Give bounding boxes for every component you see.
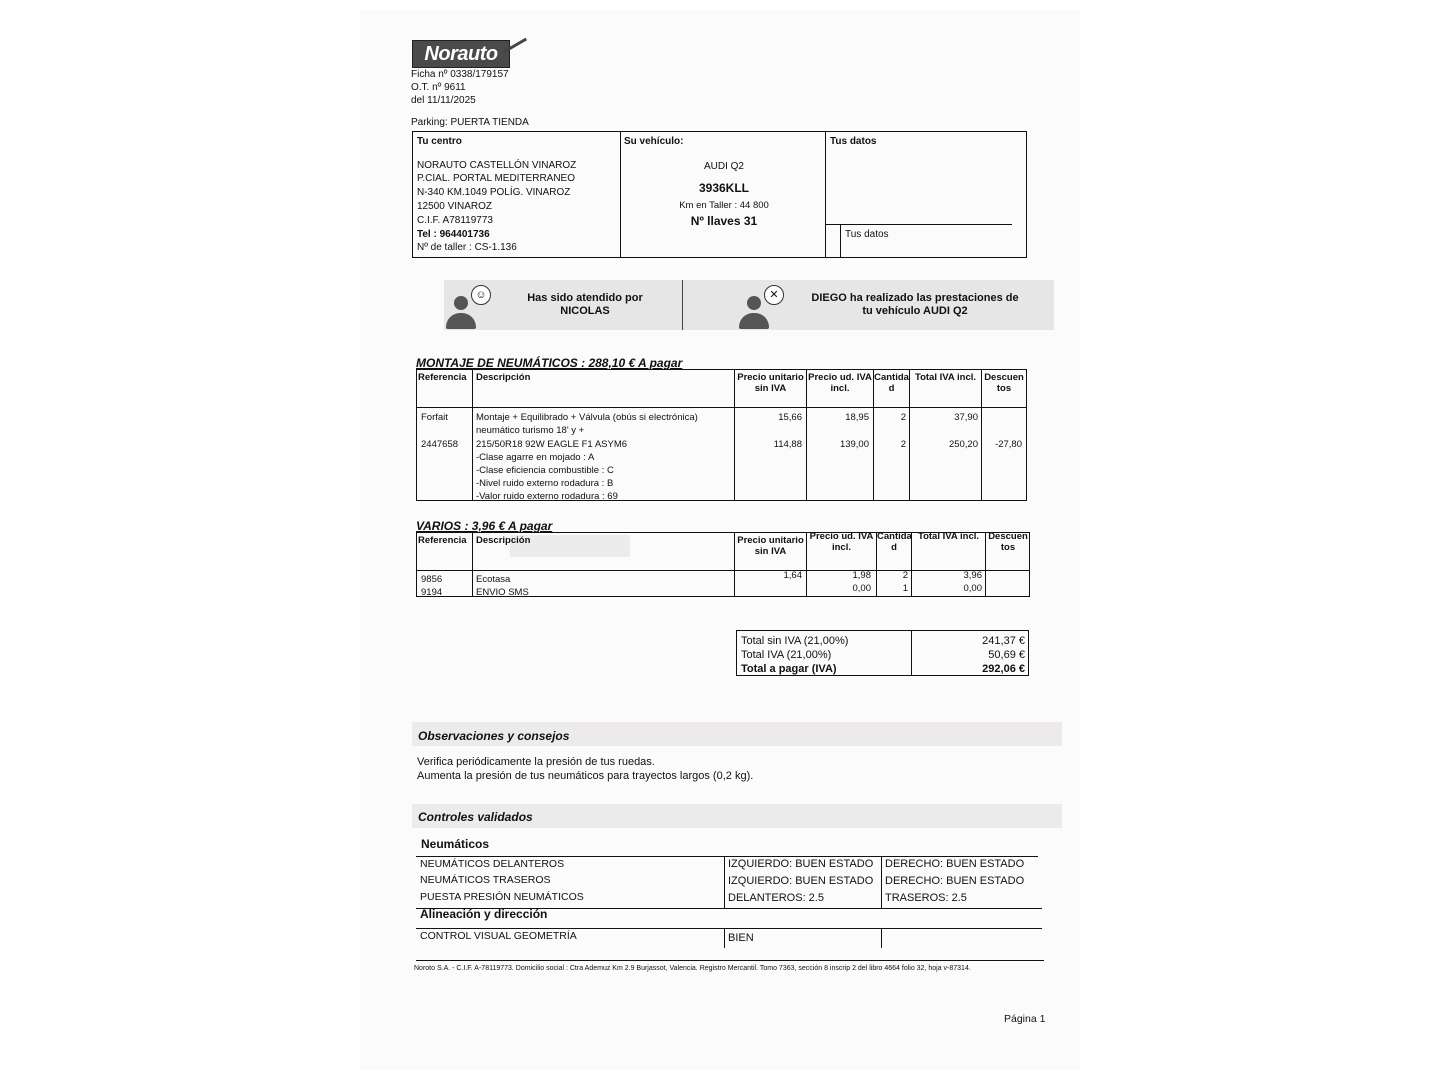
smile-icon: ☺ bbox=[471, 285, 491, 305]
cell-desc: 215/50R18 92W EAGLE F1 ASYM6 bbox=[476, 439, 628, 450]
control-value: IZQUIERDO: BUEN ESTADO bbox=[728, 875, 874, 887]
control-name: CONTROL VISUAL GEOMETRÍA bbox=[420, 930, 577, 942]
col-header: Total IVA incl. bbox=[914, 372, 977, 383]
col-header: Total IVA incl. bbox=[917, 531, 980, 542]
cell-pu: 1,64 bbox=[783, 570, 802, 581]
cell-ref: 2447658 bbox=[421, 439, 458, 450]
cell-pui: 18,95 bbox=[845, 412, 869, 423]
centro-taller: Nº de taller : CS-1.136 bbox=[417, 242, 517, 253]
cell-desc: -Nivel ruido externo rodadura : B bbox=[476, 478, 614, 489]
person-icon bbox=[454, 296, 468, 310]
col-header: Cantida d bbox=[874, 372, 909, 394]
cell-desc: Ecotasa bbox=[476, 574, 511, 585]
col-header: Precio unitario sin IVA bbox=[737, 372, 804, 394]
parking-info: Parking: PUERTA TIENDA bbox=[411, 117, 529, 128]
cell-cant: 2 bbox=[900, 439, 906, 450]
centro-line: N-340 KM.1049 POLÍG. VINAROZ bbox=[417, 187, 571, 198]
atendido-name: NICOLAS bbox=[560, 305, 610, 317]
control-name: PUESTA PRESIÓN NEUMÁTICOS bbox=[420, 891, 584, 903]
legal-footer: Noroto S.A. - C.I.F. A-78119773. Domicilio social : Ctra Ademuz Km 2.9 Burjassot, Valencia. Registro Mercantil. Tomo 7363, sección 8 inscrip 2 del libro 4664 folio 32, hoja v-87314. bbox=[414, 965, 971, 972]
cell-desc: -Valor ruido externo rodadura : 69 bbox=[476, 491, 618, 502]
controles-title: Controles validados bbox=[418, 810, 533, 824]
cell-ref: 9194 bbox=[421, 587, 443, 598]
centro-tel: Tel : 964401736 bbox=[417, 229, 490, 240]
col-header: Precio ud. IVA incl. bbox=[808, 372, 872, 394]
prestaciones-line: DIEGO ha realizado las prestaciones de bbox=[811, 292, 1019, 304]
alineacion-title: Alineación y dirección bbox=[420, 907, 548, 921]
cell-desc: neumático turismo 18' y + bbox=[476, 425, 585, 436]
total-label: Total sin IVA (21,00%) bbox=[741, 635, 849, 647]
total-label: Total IVA (21,00%) bbox=[741, 649, 832, 661]
observacion-line: Aumenta la presión de tus neumáticos para trayectos largos (0,2 kg). bbox=[417, 770, 754, 782]
total-value: 241,37 € bbox=[982, 635, 1025, 647]
varios-title: VARIOS : 3,96 € A pagar bbox=[416, 519, 553, 533]
col-header: Descuen tos bbox=[984, 372, 1024, 394]
cell-pui: 139,00 bbox=[839, 439, 869, 450]
atendido-text bbox=[500, 292, 670, 318]
col-header: Precio unitario sin IVA bbox=[737, 535, 804, 557]
observaciones-title: Observaciones y consejos bbox=[418, 729, 570, 743]
total-label: Total a pagar (IVA) bbox=[741, 663, 837, 675]
vehiculo-km: Km en Taller : 44 800 bbox=[679, 200, 769, 211]
wrench-icon: ✕ bbox=[764, 285, 784, 305]
prestaciones-text bbox=[790, 292, 1040, 318]
mechanic-icon bbox=[747, 296, 761, 310]
control-value: DERECHO: BUEN ESTADO bbox=[885, 858, 1025, 870]
norauto-logo: Norauto bbox=[412, 40, 510, 68]
cell-total: 37,90 bbox=[954, 412, 978, 423]
ot-number: O.T. nº 9611 bbox=[411, 82, 466, 93]
centro-title: Tu centro bbox=[417, 136, 462, 147]
page-number: Página 1 bbox=[1004, 1013, 1046, 1025]
control-value: BIEN bbox=[728, 932, 754, 944]
vehiculo-model: AUDI Q2 bbox=[703, 161, 744, 172]
total-value: 50,69 € bbox=[988, 649, 1025, 661]
vehiculo-plate: 3936KLL bbox=[698, 181, 750, 195]
cell-cant: 1 bbox=[902, 583, 908, 594]
cell-pu: 114,88 bbox=[773, 439, 802, 450]
col-header: Cantida d bbox=[877, 531, 912, 553]
centro-line: NORAUTO CASTELLÓN VINAROZ bbox=[417, 160, 577, 171]
centro-line: 12500 VINAROZ bbox=[417, 201, 493, 212]
total-value: 292,06 € bbox=[982, 663, 1025, 675]
cell-ref: 9856 bbox=[421, 574, 443, 585]
cell-desc: -Clase agarre en mojado : A bbox=[476, 452, 595, 463]
col-header: Referencia bbox=[418, 535, 467, 546]
datos-title-2: Tus datos bbox=[845, 229, 889, 240]
cell-total: 250,20 bbox=[948, 439, 978, 450]
observacion-line: Verifica periódicamente la presión de tus ruedas. bbox=[417, 756, 655, 768]
datos-title: Tus datos bbox=[830, 136, 877, 147]
cell-cant: 2 bbox=[902, 570, 908, 581]
col-header: Referencia bbox=[418, 372, 467, 383]
control-name: NEUMÁTICOS DELANTEROS bbox=[420, 858, 565, 870]
centro-line: C.I.F. A78119773 bbox=[417, 215, 493, 226]
col-header: Descripción bbox=[476, 535, 531, 546]
neumaticos-title: Neumáticos bbox=[421, 837, 490, 851]
prestaciones-vehicle: tu vehículo AUDI Q2 bbox=[862, 305, 968, 317]
centro-line: P.CIAL. PORTAL MEDITERRANEO bbox=[417, 173, 576, 184]
cell-ref: Forfait bbox=[421, 412, 448, 423]
vehiculo-llaves: Nº llaves 31 bbox=[690, 214, 758, 228]
control-value: DERECHO: BUEN ESTADO bbox=[885, 875, 1025, 887]
cell-pui: 1,98 bbox=[852, 570, 871, 581]
col-header: Descripción bbox=[476, 372, 531, 383]
cell-desc: -Clase eficiencia combustible : C bbox=[476, 465, 614, 476]
cell-pu: 15,66 bbox=[778, 412, 802, 423]
cell-cant: 2 bbox=[900, 412, 906, 423]
cell-discount: -27,80 bbox=[995, 439, 1022, 450]
cell-desc: ENVIO SMS bbox=[476, 587, 529, 598]
document-date: del 11/11/2025 bbox=[411, 95, 476, 106]
vehiculo-title: Su vehículo: bbox=[624, 136, 684, 147]
cell-total: 3,96 bbox=[963, 570, 982, 581]
ficha-number: Ficha nº 0338/179157 bbox=[411, 69, 509, 80]
control-name: NEUMÁTICOS TRASEROS bbox=[420, 874, 551, 886]
cell-desc: Montaje + Equilibrado + Válvula (obús si electrónica) bbox=[476, 412, 698, 423]
col-header: Descuen tos bbox=[988, 531, 1028, 553]
col-header: Precio ud. IVA incl. bbox=[809, 531, 874, 553]
control-value: DELANTEROS: 2.5 bbox=[728, 892, 824, 904]
cell-pui: 0,00 bbox=[852, 583, 871, 594]
cell-total: 0,00 bbox=[963, 583, 982, 594]
control-value: TRASEROS: 2.5 bbox=[885, 892, 967, 904]
control-value: IZQUIERDO: BUEN ESTADO bbox=[728, 858, 874, 870]
atendido-line: Has sido atendido por bbox=[527, 292, 643, 304]
montaje-title: MONTAJE DE NEUMÁTICOS : 288,10 € A pagar bbox=[416, 356, 683, 370]
